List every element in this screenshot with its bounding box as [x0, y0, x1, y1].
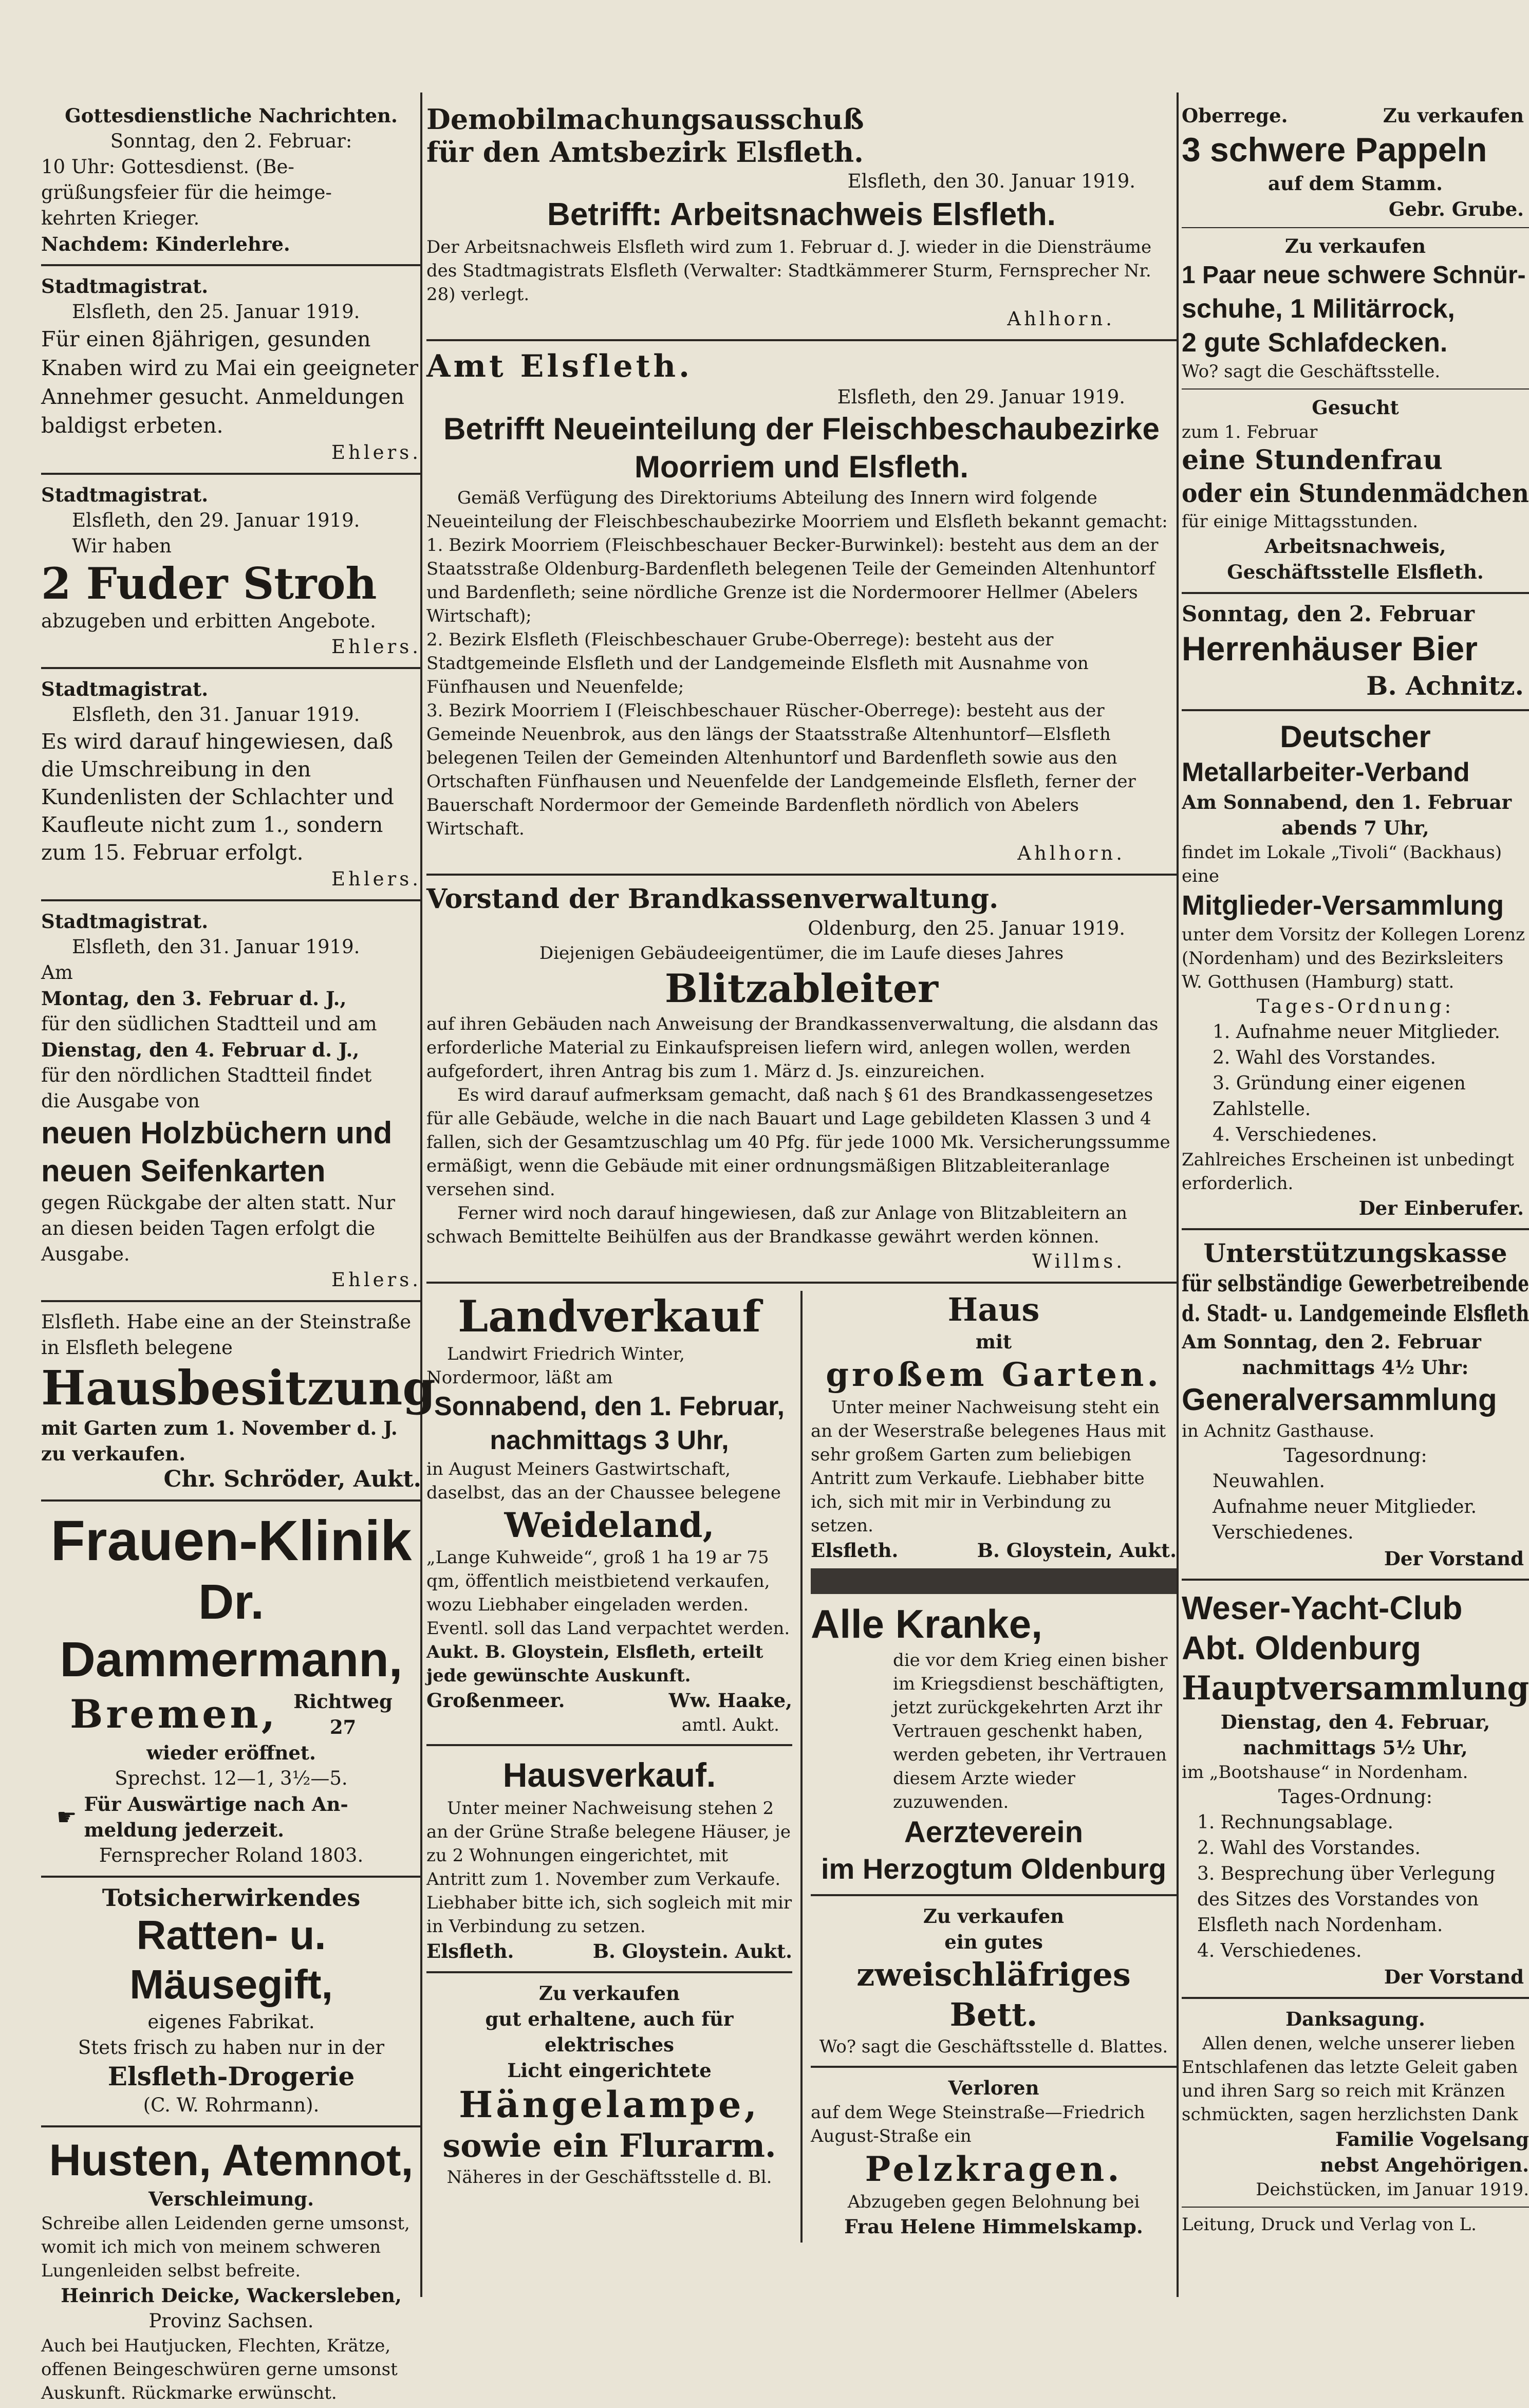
ad-org: Aerzteverein: [904, 1816, 1084, 1849]
notice-body: Es wird darauf hingewiesen, daß die Umschreibung in den Kundenlisten der Schlachter und Kaufleute nicht zum 1., sondern zum 15. Februar erfolgt.: [41, 729, 394, 865]
notice-headline: neuen Seifenkarten: [41, 1154, 326, 1188]
ad-date: nachmittags 5½ Uhr,: [1243, 1736, 1468, 1759]
ad-intro: Totsicherwirkendes: [102, 1884, 361, 1912]
notice-line: Sonntag, den 2. Februar:: [110, 130, 352, 152]
ad-body: Unter meiner Nachweisung steht ein an der Weserstraße belegenes Haus mit sehr großem Garten zum beliebigen Antritt zum Verkaufe. Liebhaber bitte ich, sich mit mir in Verbindung zu setzen.: [811, 1397, 1166, 1536]
ad-schnuerschuhe: [1182, 233, 1529, 383]
ad-line: Sprechst. 12—1, 3½—5.: [115, 1767, 348, 1789]
notice-signature: Ahlhorn.: [1007, 308, 1115, 330]
ad-metallarbeiter: [1182, 718, 1529, 1221]
notice-stadtmagistrat-3: [41, 676, 421, 892]
notice-gottesdienst: [41, 103, 421, 257]
ad-hausbesitzung: [41, 1309, 436, 1492]
notice-stadtmagistrat-1: [41, 273, 421, 466]
ad-signature: Der Einberufer.: [1358, 1197, 1524, 1219]
ad-headline: zweischläfriges Bett.: [856, 1956, 1131, 2033]
list-item: 1. Rechnungsablage.: [1197, 1812, 1393, 1833]
notice-body: auf ihren Gebäuden nach Anweisung der Brandkassenverwaltung, die alsdann das erforderliche Material zu Einkaufspreisen liefern wird, anlegen wollen, werden aufgefordert, ihren Antrag bis zum 1. März d. Js. einzureichen.: [426, 1014, 1159, 1082]
agenda-list: [1182, 1469, 1529, 1546]
ad-signature: Ww. Haake,: [668, 1689, 792, 1712]
ad-headline: Ratten- u. Mäusegift,: [129, 1912, 333, 2007]
ad-headline: Landverkauf: [458, 1291, 761, 1342]
ad-headline: Frauen-Klinik: [50, 1509, 412, 1572]
ad-line: zum 1. Februar: [1182, 422, 1318, 442]
notice-date: Elsfleth, den 29. Januar 1919.: [72, 509, 360, 531]
ad-line: meldung jederzeit.: [84, 1819, 285, 1841]
ad-headline: eine Stundenfrau: [1182, 444, 1443, 476]
ad-intro: Zu verkaufen: [923, 1905, 1065, 1928]
ad-line: Stets frisch zu haben nur in der: [78, 2036, 385, 2059]
ad-haengelampe: [426, 1980, 792, 2189]
notice-line: Wir haben: [72, 535, 172, 557]
ad-signature: B. Gloystein, Aukt.: [977, 1539, 1177, 1562]
ad-pappeln: [1182, 103, 1529, 222]
ad-signature: nebst Angehörigen.: [1320, 2154, 1529, 2176]
ad-headline: schuhe, 1 Militärrock,: [1182, 294, 1455, 324]
ad-signature: Familie Vogelsang: [1335, 2128, 1529, 2151]
notice-demobilmachung: [426, 103, 1177, 332]
column-rule-right: [1177, 92, 1179, 2297]
notice-signature: Ehlers.: [331, 636, 421, 658]
ad-intro: Zu verkaufen: [1383, 104, 1524, 127]
ad-subheadline: Mitglieder-Versammlung: [1182, 890, 1504, 921]
ad-signature: Arbeitsnachweis,: [1264, 535, 1446, 558]
notice-heading: Gottesdienstliche Nachrichten.: [65, 104, 398, 127]
divider: [426, 874, 1177, 876]
ad-stundenfrau: [1182, 395, 1529, 585]
middle-subcolumn-right: [803, 1291, 1177, 2243]
notice-headline: 2 Fuder Stroh: [41, 558, 377, 609]
notice-heading: Stadtmagistrat.: [41, 910, 209, 933]
divider: [41, 1876, 421, 1878]
ad-org: im Herzogtum Oldenburg: [821, 1853, 1166, 1885]
black-bar: [811, 1568, 1177, 1594]
ad-body: die vor dem Krieg einen bisher im Kriegsdienst beschäftigten, jetzt zurückgekehrten Arzt ihr Vertrauen geschenkt haben, werden gebeten, ihr Vertrauen diesem Arzte wieder zuzuwenden.: [893, 1650, 1168, 1812]
ad-date: nachmittags 3 Uhr,: [490, 1425, 729, 1455]
ad-line: Provinz Sachsen.: [148, 2310, 314, 2332]
ad-street: Richtweg: [293, 1690, 393, 1713]
ad-place: im „Bootshause“ in Nordenham.: [1182, 1762, 1468, 1783]
notice-stadtmagistrat-4: [41, 909, 421, 1293]
list-item: 4. Verschiedenes.: [1213, 1124, 1377, 1145]
ad-line: wieder eröffnet.: [146, 1742, 316, 1764]
ad-landverkauf: [426, 1291, 792, 1737]
divider: [1182, 227, 1529, 228]
ad-subheadline: Verschleimung.: [148, 2188, 314, 2210]
ad-date: nachmittags 4½ Uhr:: [1242, 1356, 1469, 1379]
divider: [1182, 1228, 1529, 1230]
divider: [1182, 388, 1529, 390]
ad-headline: großem Garten.: [826, 1356, 1162, 1394]
agenda-list: [1182, 1810, 1529, 1964]
notice-headline: Blitzableiter: [664, 966, 939, 1011]
divider: [1182, 709, 1529, 711]
ad-footer: Zahlreiches Erscheinen ist unbedingt erforderlich.: [1182, 1150, 1514, 1194]
ad-intro: Oberrege.: [1182, 104, 1288, 127]
ad-headline: 3 schwere Pappeln: [1182, 131, 1487, 169]
notice-line: für den südlichen Stadtteil und am: [41, 1013, 377, 1035]
ad-number: 27: [329, 1716, 357, 1738]
notice-heading: für den Amtsbezirk Elsfleth.: [426, 136, 864, 169]
divider: [41, 667, 421, 669]
notice-body: Gemäß Verfügung des Direktoriums Abteilung des Innern wird folgende Neueinteilung der Fleischbeschaubezirke Moorriem und Elsfleth bekannt gemacht:: [426, 488, 1168, 532]
ad-place: Deichstücken, im Januar 1919.: [1256, 2179, 1529, 2200]
notice-body: Ferner wird noch darauf hingewiesen, daß zur Anlage von Blitzableitern an schwach Bemittelte Beihülfen aus der Brandkasse gewährt werden können.: [426, 1203, 1127, 1247]
ad-unterstuetzungskasse: [1182, 1237, 1529, 1571]
notice-date: Elsfleth, den 29. Januar 1919.: [837, 386, 1125, 408]
divider: [426, 1282, 1177, 1284]
ad-headline: oder ein Stundenmädchen: [1182, 478, 1529, 508]
ad-place: findet im Lokale „Tivoli“ (Backhaus) eine: [1182, 842, 1502, 886]
ad-headline: Haus: [947, 1291, 1040, 1328]
ad-headline: Deutscher: [1280, 719, 1431, 754]
ad-headline: Hausverkauf.: [502, 1756, 716, 1794]
ad-frauenklinik: [41, 1509, 421, 1868]
ad-footer: Abzugeben gegen Belohnung bei: [847, 2192, 1140, 2212]
ad-signature: Gebr. Grube.: [1388, 198, 1524, 220]
ad-place: Elsfleth.: [426, 1940, 514, 1962]
ad-line: auf dem Stamm.: [1267, 172, 1443, 195]
ad-headline: sowie ein Flurarm.: [442, 2127, 776, 2164]
ad-body: „Lange Kuhweide“, groß 1 ha 19 ar 75 qm, öffentlich meistbietend verkaufen, wozu Liebhaber eingeladen werden. Eventl. soll das Land verpachtet werden.: [426, 1547, 790, 1639]
pointing-hand-icon: ☛: [57, 1804, 77, 1830]
ad-headline: Husten, Atemnot,: [49, 2136, 414, 2185]
ad-line: eigenes Fabrikat.: [147, 2011, 315, 2033]
agenda-title: Tages-Ordnung:: [1256, 995, 1455, 1017]
list-item: Neuwahlen.: [1213, 1471, 1325, 1492]
ad-body: Allen denen, welche unserer lieben Entschlafenen das letzte Geleit gaben und ihren Sarg so reich mit Kränzen schmückten, sagen herzlichsten Dank: [1182, 2033, 1518, 2125]
ad-headline: Danksagung.: [1285, 2008, 1425, 2030]
ad-hausverkauf: [426, 1753, 792, 1964]
ad-signature: Frau Helene Himmelskamp.: [844, 2215, 1143, 2238]
ad-intro: Verloren: [948, 2077, 1039, 2099]
ad-place: in August Meiners Gastwirtschaft, daselbst, das an der Chaussee belegene: [426, 1459, 781, 1503]
list-item: Aufnahme neuer Mitglieder.: [1213, 1496, 1477, 1517]
ad-signature: Der Vorstand: [1384, 1547, 1524, 1570]
notice-body: gegen Rückgabe der alten statt. Nur an diesen beiden Tagen erfolgt die Ausgabe.: [41, 1192, 396, 1265]
notice-date: Elsfleth, den 30. Januar 1919.: [847, 170, 1135, 192]
ad-subheadline: Hauptversammlung: [1182, 1669, 1529, 1708]
ad-husten: [41, 2135, 421, 2405]
notice-body: Für einen 8jährigen, gesunden Knaben wird zu Mai ein geeigneter Annehmer gesucht. Anmeldungen baldigst erbeten.: [41, 327, 419, 438]
notice-line: die Ausgabe von: [41, 1090, 200, 1112]
ad-headline: 2 gute Schlafdecken.: [1182, 328, 1448, 358]
ad-date: Am Sonntag, den 2. Februar: [1182, 1330, 1481, 1353]
ad-headline: Alle Kranke,: [811, 1601, 1042, 1646]
ad-date: Dienstag, den 4. Februar,: [1220, 1711, 1490, 1733]
list-item: Verschiedenes.: [1213, 1522, 1354, 1543]
notice-stadtmagistrat-2: [41, 482, 421, 660]
notice-headline: neuen Holzbüchern und: [41, 1116, 393, 1150]
notice-line: Montag, den 3. Februar d. J.,: [41, 987, 347, 1010]
ad-phone: Fernsprecher Roland 1803.: [99, 1844, 364, 1866]
imprint: Leitung, Druck und Verlag von L.: [1182, 2214, 1477, 2235]
ad-body: Schreibe allen Leidenden gerne umsonst, womit ich mich von meinem schweren Lungenleiden selbst befreite.: [41, 2213, 410, 2281]
notice-date: Oldenburg, den 25. Januar 1919.: [808, 917, 1125, 939]
ad-headline: Pelzkragen.: [865, 2149, 1123, 2189]
notice-intro: Diejenigen Gebäudeeigentümer, die im Laufe dieses Jahres: [539, 943, 1064, 964]
notice-line: 10 Uhr: Gottesdienst. (Be-: [41, 156, 294, 178]
ad-intro: ein gutes: [944, 1931, 1043, 1953]
ad-date: abends 7 Uhr,: [1281, 817, 1429, 839]
ad-date: Sonntag, den 2. Februar: [1182, 601, 1475, 626]
ad-pelzkragen: [811, 2075, 1177, 2239]
ad-intro: Elsfleth. Habe eine an der Steinstraße in Elsfleth belegene: [41, 1311, 412, 1359]
ad-place: Großenmeer.: [426, 1689, 565, 1712]
notice-line: Nachdem: Kinderlehre.: [41, 233, 290, 255]
list-item: 2. Wahl des Vorstandes.: [1213, 1047, 1436, 1068]
ad-headline: 1 Paar neue schwere Schnür-: [1182, 262, 1526, 289]
divider: [41, 1300, 421, 1302]
ad-headline: Unterstützungskasse: [1203, 1238, 1507, 1268]
notice-heading: Stadtmagistrat.: [41, 484, 209, 506]
ad-footer: Wo? sagt die Geschäftsstelle.: [1182, 361, 1441, 382]
ad-line: mit: [975, 1330, 1012, 1353]
ad-bier: [1182, 601, 1529, 702]
ad-headline: Metallarbeiter-Verband: [1182, 757, 1470, 787]
ad-headline: Abt. Oldenburg: [1182, 1629, 1421, 1666]
ad-date: Sonnabend, den 1. Februar,: [434, 1392, 785, 1421]
notice-signature: Ahlhorn.: [1017, 842, 1125, 864]
ad-intro: Zu verkaufen: [538, 1982, 680, 2005]
agenda-title: Tagesordnung:: [1283, 1444, 1427, 1467]
ad-doctor: Dr. Dammermann,: [60, 1575, 403, 1687]
ad-place: in Achnitz Gasthause.: [1182, 1421, 1375, 1441]
divider: [1182, 2207, 1529, 2208]
ad-line: (C. W. Rohrmann).: [143, 2094, 320, 2116]
ad-intro: Landwirt Friedrich Winter, Nordermoor, läßt am: [426, 1344, 685, 1388]
list-item: 3. Besprechung über Verlegung des Sitzes des Vorstandes von Elsfleth nach Nordenham.: [1197, 1863, 1496, 1936]
ad-subheadline: Weideland,: [504, 1505, 715, 1545]
ad-body: mit Garten zum 1. November d. J. zu verkaufen.: [41, 1417, 398, 1465]
notice-heading: Demobilmachungsausschuß: [426, 103, 864, 136]
ad-name: Heinrich Deicke, Wackersleben,: [61, 2284, 402, 2307]
divider: [41, 1499, 421, 1502]
notice-body: Es wird darauf aufmerksam gemacht, daß nach § 61 des Brandkassengesetzes für alle Gebäude, welche in die nach Bauart und Lage gebildeten Klassen 3 und 4 fallen, sich der Gesamtzuschlag um 40 Pfg. für jede 1000 Mk. Versicherungssumme ermäßigt, wenn die Gebäude mit einer ordnungsmäßigen Blitzableiteranlage versehen sind.: [426, 1085, 1170, 1200]
list-item: 3. Gründung einer eigenen Zahlstelle.: [1213, 1073, 1466, 1120]
notice-line: kehrten Krieger.: [41, 207, 200, 229]
ad-line: für einige Mittagsstunden.: [1182, 511, 1418, 532]
column-right: [1182, 103, 1529, 2236]
notice-body: abzugeben und erbitten Angebote.: [41, 610, 376, 632]
ad-signature: Der Vorstand: [1384, 1966, 1524, 1988]
ad-headline: d. Stadt- u. Landgemeinde Elsfleth: [1182, 1301, 1529, 1327]
divider: [426, 1744, 792, 1746]
ad-signature: Chr. Schröder, Aukt.: [163, 1466, 421, 1492]
notice-heading: Stadtmagistrat.: [41, 275, 209, 298]
ad-place: Elsfleth.: [811, 1539, 899, 1562]
ad-bett: [811, 1903, 1177, 2059]
column-left: [41, 103, 436, 2408]
notice-subject: Moorriem und Elsfleth.: [634, 450, 969, 484]
notice-line: Am: [41, 961, 73, 984]
notice-item: 3. Bezirk Moorriem I (Fleischbeschauer Rüscher-Oberrege): besteht aus der Gemeinde Neuenbrok, aus den längs der Staatsstraße Altenhuntorf—Elsfleth belegenen Teilen der Gemeinden Altenhuntorf und Bardenfleth sowie aus den Ortschaften Fünfhausen und Neuenfelde der Landgemeinde Elsfleth, ferner der Bauerschaft Nordermoor der Gemeinde Bardenfleth nördlich von Abelers Wirtschaft.: [426, 700, 1136, 839]
notice-line: Dienstag, den 4. Februar d. J.,: [41, 1039, 360, 1061]
notice-heading: Vorstand der Brandkassenverwaltung.: [426, 883, 999, 915]
notice-date: Elsfleth, den 25. Januar 1919.: [72, 301, 360, 323]
ad-headline: Hausbesitzung: [41, 1360, 436, 1416]
ad-weser-yacht-club: [1182, 1588, 1529, 1990]
notice-subject: Betrifft Neueinteilung der Fleischbeschaubezirke: [443, 412, 1160, 446]
divider: [811, 1894, 1177, 1896]
ad-intro: Gesucht: [1312, 396, 1399, 419]
agenda-list: [1182, 1020, 1529, 1148]
divider: [811, 2066, 1177, 2068]
ad-footer: Wo? sagt die Geschäftsstelle d. Blattes.: [819, 2036, 1168, 2057]
notice-signature: Willms.: [1032, 1250, 1125, 1272]
divider: [1182, 592, 1529, 594]
ad-headline: Hängelampe,: [459, 2083, 760, 2126]
list-item: 1. Aufnahme neuer Mitglieder.: [1213, 1022, 1500, 1043]
ad-body: Unter meiner Nachweisung stehen 2 an der Grüne Straße belegene Häuser, je zu 2 Wohnungen eingerichtet, mit Antritt zum 1. November zum Verkaufe. Liebhaber bitte ich, sich sogleich mit mir in Verbindung zu setzen.: [426, 1798, 792, 1937]
ad-shop: Elsfleth-Drogerie: [107, 2061, 355, 2091]
divider: [41, 899, 421, 901]
agenda-title: Tages-Ordnung:: [1278, 1786, 1433, 1808]
notice-signature: Ehlers.: [331, 868, 421, 890]
notice-brandkasse: [426, 883, 1177, 1274]
divider: [1182, 1997, 1529, 1999]
divider: [1182, 1579, 1529, 1581]
ad-signature: Geschäftsstelle Elsfleth.: [1227, 561, 1484, 583]
notice-line: grüßungsfeier für die heimge-: [41, 181, 332, 203]
ad-footer: Näheres in der Geschäftsstelle d. Bl.: [446, 2167, 772, 2188]
notice-line: für den nördlichen Stadtteil findet: [41, 1064, 372, 1086]
ad-intro: Zu verkaufen: [1284, 235, 1426, 257]
divider: [41, 264, 421, 266]
ad-line: Licht eingerichtete: [507, 2059, 712, 2082]
notice-signature: Ehlers.: [331, 1269, 421, 1291]
notice-item: 2. Bezirk Elsfleth (Fleischbeschauer Grube-Oberrege): besteht aus der Stadtgemeinde Elsfleth und der Landgemeinde Elsfleth mit Ausnahme von Fünfhausen und Neuenfelde;: [426, 629, 1089, 697]
ad-danksagung: [1182, 2006, 1529, 2201]
ad-date: Am Sonnabend, den 1. Februar: [1182, 791, 1512, 813]
ad-signature: B. Achnitz.: [1366, 671, 1524, 701]
divider: [41, 2125, 421, 2127]
ad-body: auf dem Wege Steinstraße—Friedrich August-Straße ein: [811, 2102, 1145, 2146]
list-item: 2. Wahl des Vorstandes.: [1197, 1838, 1421, 1859]
notice-body: Der Arbeitsnachweis Elsfleth wird zum 1. Februar d. J. wieder in die Diensträume des Stadtmagistrats Elsfleth (Verwalter: Stadtkämmerer Sturm, Fernsprecher Nr. 28) verlegt.: [426, 237, 1152, 305]
ad-line: gut erhaltene, auch für elektrisches: [485, 2008, 734, 2056]
notice-amt-elsfleth: [426, 348, 1177, 866]
list-item: 4. Verschiedenes.: [1197, 1940, 1362, 1961]
column-middle: [426, 103, 1177, 2243]
ad-body: Aukt. B. Gloystein, Elsfleth, erteilt jede gewünschte Auskunft.: [426, 1642, 763, 1686]
middle-subcolumns: [426, 1291, 1177, 2243]
ad-headline: Weser-Yacht-Club: [1182, 1589, 1463, 1626]
notice-date: Elsfleth, den 31. Januar 1919.: [72, 936, 360, 958]
notice-heading: Amt Elsfleth.: [426, 348, 693, 384]
ad-subheadline: Generalversammlung: [1182, 1382, 1497, 1417]
notice-subject: Betrifft: Arbeitsnachweis Elsfleth.: [547, 197, 1056, 232]
divider: [426, 1971, 792, 1973]
notice-date: Elsfleth, den 31. Januar 1919.: [72, 703, 360, 726]
notice-item: 1. Bezirk Moorriem (Fleischbeschauer Becker-Burwinkel): besteht aus dem an der Staatsstraße Oldenburg-Bardenfleth belegenen Teile der Gemeinden Altenhuntorf und Bardenfleth; seine nördliche Grenze ist die Nordermoorer Hellmer (Abelers Wirtschaft);: [426, 535, 1159, 626]
ad-body: unter dem Vorsitz der Kollegen Lorenz (Nordenham) und des Bezirksleiters W. Gotthusen (Hamburg) statt.: [1182, 924, 1525, 992]
ad-role: amtl. Aukt.: [681, 1715, 779, 1735]
ad-headline: Herrenhäuser Bier: [1182, 629, 1478, 668]
notice-signature: Ehlers.: [331, 441, 421, 464]
divider: [41, 473, 421, 475]
divider: [426, 339, 1177, 341]
ad-headline: für selbständige Gewerbetreibende: [1182, 1271, 1529, 1297]
ad-haus-garten: [811, 1291, 1177, 1563]
ad-signature: B. Gloystein. Aukt.: [592, 1940, 792, 1962]
middle-subcolumn-left: [426, 1291, 800, 2243]
notice-heading: Stadtmagistrat.: [41, 678, 209, 700]
ad-alle-kranke: [811, 1599, 1177, 1887]
ad-body: Auch bei Hautjucken, Flechten, Krätze, offenen Beingeschwüren gerne umsonst Auskunft. Rückmarke erwünscht.: [41, 2336, 398, 2403]
ad-city: Bremen,: [70, 1691, 278, 1737]
ad-giftstoff: [41, 1885, 421, 2118]
ad-line: Für Auswärtige nach An-: [84, 1793, 348, 1816]
